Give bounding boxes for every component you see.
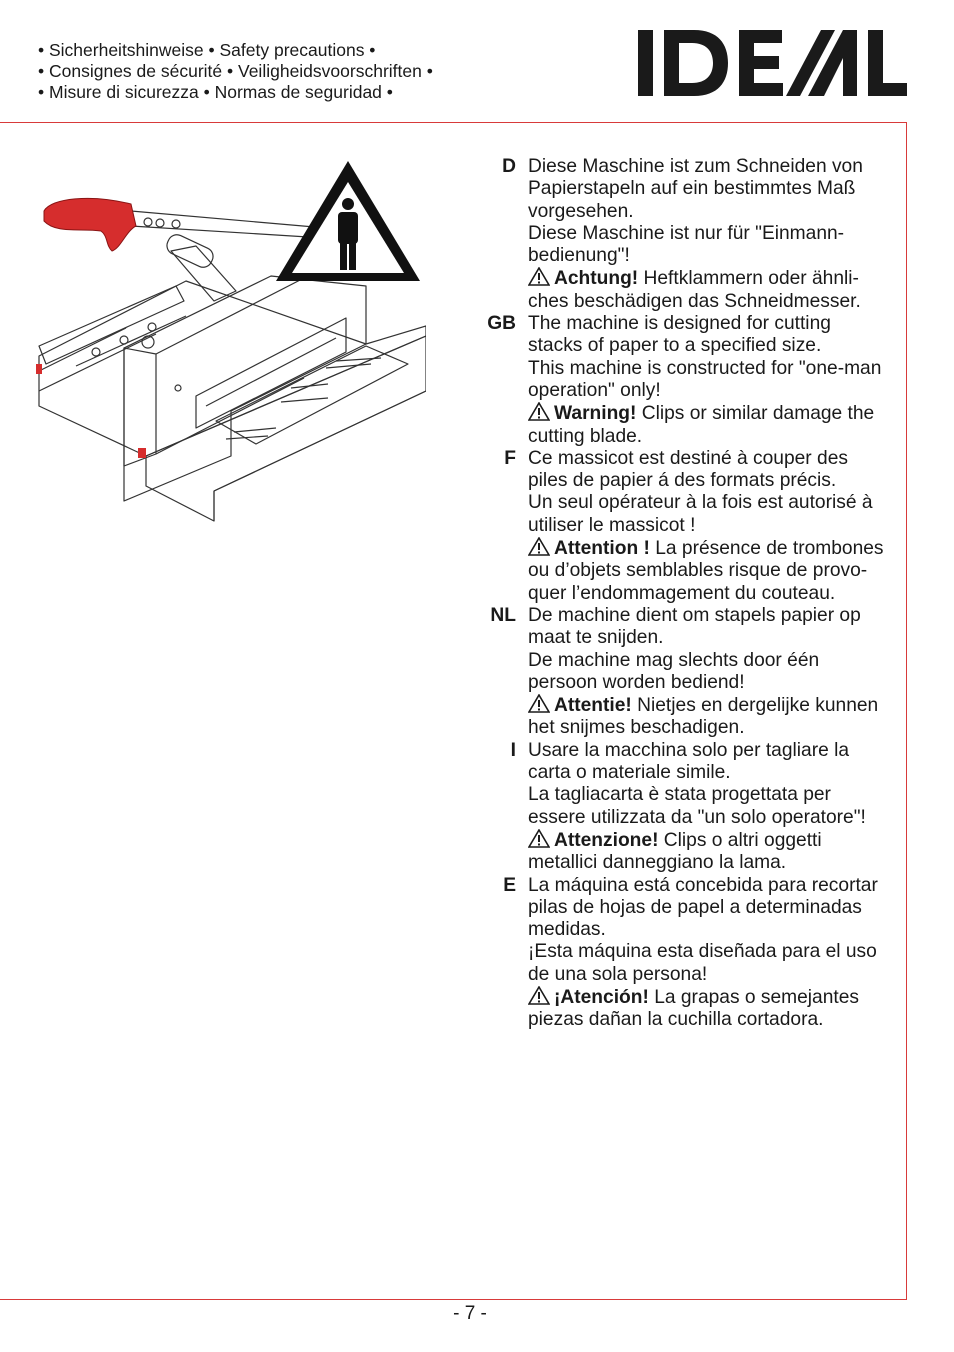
text-line: Un seul opérateur à la fois est autorisé à [528,492,873,514]
text-line: ¡Esta máquina esta diseñada para el uso [528,941,877,963]
warning-triangle-icon [528,537,550,556]
warning-label: Attenzione! [554,829,659,851]
text-line: carta o materiale simile. [528,762,731,784]
text-line: La máquina está concebida para recortar [528,874,878,896]
warning-text: La grapas o semejantes [648,986,860,1008]
warning-line [528,402,904,425]
warning-text: Clips or similar damage the [636,403,875,425]
warning-triangle-icon [528,986,550,1005]
one-person-warning-icon [276,161,420,281]
warning-label: Attentie! [554,695,632,717]
text-line: piezas dañan la cuchilla cortadora. [528,1009,824,1031]
warning-text: Clips o altri oggetti [658,829,822,851]
text-line: ches beschädigen das Schneidmesser. [528,290,861,312]
language-code: E [503,874,516,896]
text-line: maat te snijden. [528,627,664,649]
text-line: metallici danneggiano la lama. [528,852,787,874]
warning-triangle-icon [528,694,550,713]
language-code: NL [490,604,516,626]
text-line: This machine is constructed for "one-man [528,357,882,379]
ideal-logo [636,28,908,98]
warning-line [528,829,904,852]
text-line: Usare la macchina solo per tagliare la [528,739,850,761]
warning-line [528,986,904,1009]
warning-line [528,537,904,560]
text-line: Diese Maschine ist zum Schneiden von [528,156,863,177]
language-code: D [502,156,516,177]
warning-triangle-icon [528,267,550,286]
text-line: De machine mag slechts door één [528,649,820,671]
section-it [480,740,904,875]
text-line: stacks of paper to a specified size. [528,335,822,357]
text-line: operation" only! [528,379,661,401]
text-line: essere utilizzata da "un solo operatore"! [528,806,866,828]
text-line: de una sola persona! [528,963,708,985]
warning-text: La présence de trombones [649,538,884,560]
header-line: • Misure di sicurezza • Normas de seguridad • [38,82,393,102]
page-number: - 7 - [453,1303,487,1324]
warning-line [528,267,904,290]
language-code: I [510,739,516,761]
text-line: Diese Maschine ist nur für "Einmann- [528,222,845,244]
language-code: GB [487,313,516,335]
text-line: vorgesehen. [528,200,634,222]
header-text [38,40,433,103]
safety-text-column [480,156,904,1032]
text-line: The machine is designed for cutting [528,313,831,335]
warning-label: Warning! [554,403,637,425]
text-line: utiliser le massicot ! [528,514,696,536]
warning-label: Attention ! [554,538,650,560]
text-line: pilas de hojas de papel a determinadas [528,896,862,918]
paper-cutter-illustration [36,156,426,524]
header-line: • Consignes de sécurité • Veiligheidsvoorschriften • [38,61,433,81]
text-line: Ce massicot est destiné à couper des [528,447,848,469]
warning-line [528,694,904,717]
section-es [480,875,904,1032]
section-de [480,156,904,313]
text-line: De machine dient om stapels papier op [528,604,861,626]
text-line: Papierstapeln auf ein bestimmtes Maß [528,178,856,200]
text-line: La tagliacarta è stata progettata per [528,784,831,806]
language-code: F [504,447,516,469]
text-line: medidas. [528,919,606,941]
text-line: bedienung"! [528,245,630,267]
text-line: cutting blade. [528,425,643,447]
section-fr [480,448,904,605]
warning-label: Achtung! [554,268,639,290]
text-line: piles de papier á des formats précis. [528,470,837,492]
warning-text: Nietjes en dergelijke kunnen [631,695,879,717]
warning-label: ¡Atención! [554,986,649,1008]
warning-triangle-icon [528,829,550,848]
text-line: het snijmes beschadigen. [528,717,745,739]
section-gb [480,313,904,448]
text-line: persoon worden bediend! [528,671,745,693]
text-line: ou d’objets semblables risque de provo- [528,560,868,582]
warning-triangle-icon [528,402,550,421]
header-line: • Sicherheitshinweise • Safety precautions • [38,40,376,60]
warning-text: Heftklammern oder ähnli- [638,268,859,290]
section-nl [480,605,904,740]
text-line: quer l’endommagement du couteau. [528,582,836,604]
